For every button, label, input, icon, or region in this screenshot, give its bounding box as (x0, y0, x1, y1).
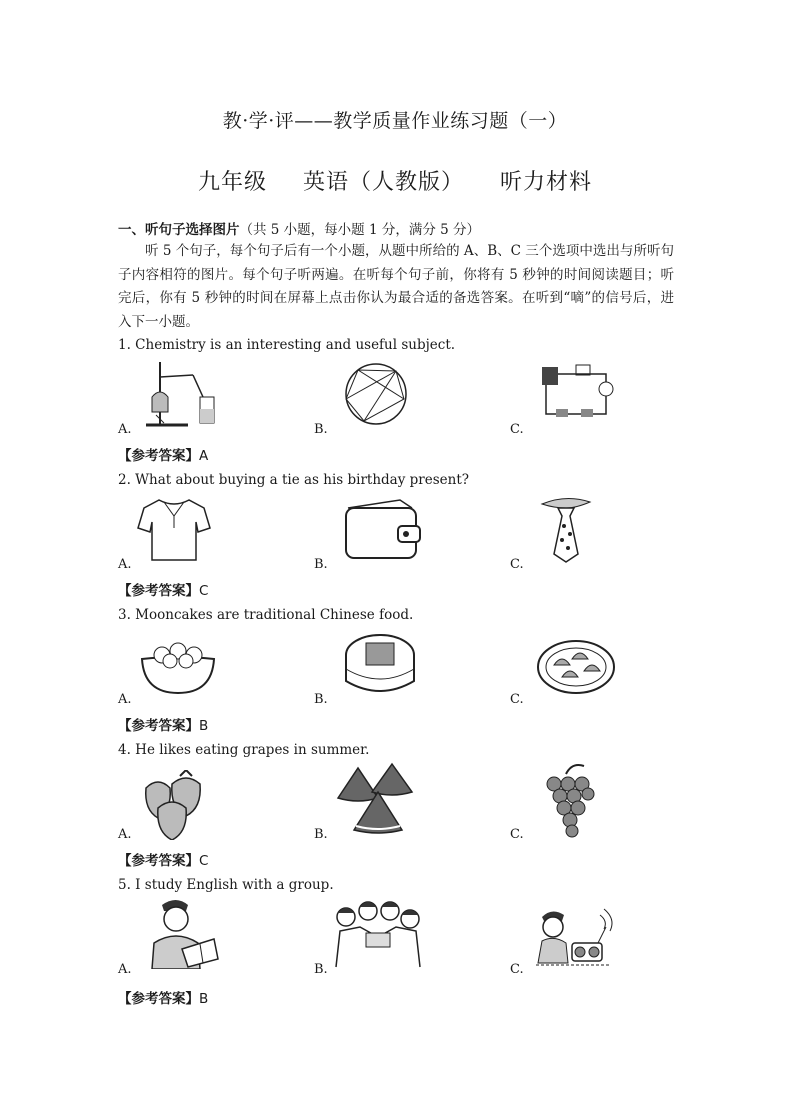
answer-4 (118, 849, 208, 869)
option-label: C. (510, 827, 524, 842)
document-title: 教·学·评——教学质量作业练习题（一） (222, 110, 568, 132)
option-label: A. (118, 422, 132, 437)
answer-3 (118, 714, 208, 734)
answer-prefix: 【参考答案】 (118, 853, 199, 869)
question-3 (118, 607, 674, 742)
boy-with-radio-icon (534, 897, 614, 969)
option-label: B. (314, 692, 328, 707)
wallet-icon (340, 494, 426, 564)
option-label: C. (510, 962, 524, 977)
option-label: C. (510, 422, 524, 437)
mooncake-icon (340, 629, 420, 699)
option-a[interactable] (118, 357, 298, 437)
group-study-icon (332, 897, 422, 969)
strawberries-icon (138, 770, 218, 840)
circuit-diagram-icon (536, 359, 616, 429)
question-text: 2. What about buying a tie as his birthday present? (118, 472, 470, 488)
geometry-circle-icon (336, 359, 416, 429)
option-a[interactable] (118, 762, 298, 842)
option-c[interactable] (510, 897, 690, 977)
option-b[interactable] (314, 627, 494, 707)
grapes-icon (536, 762, 606, 838)
option-c[interactable] (510, 627, 690, 707)
material-label: 听力材料 (500, 170, 593, 195)
option-label: A. (118, 827, 132, 842)
question-2 (118, 472, 674, 607)
answer-prefix: 【参考答案】 (118, 991, 199, 1007)
boy-reading-book-icon (142, 897, 222, 969)
question-4 (118, 742, 674, 877)
option-label: B. (314, 962, 328, 977)
section-meta: （共 5 小题，每小题 1 分，满分 5 分） (239, 222, 481, 238)
option-c[interactable] (510, 762, 690, 842)
answer-value: A (199, 448, 209, 464)
bowl-of-dumplings-icon (138, 631, 218, 701)
option-label: B. (314, 827, 328, 842)
option-label: C. (510, 692, 524, 707)
answer-5 (118, 987, 208, 1007)
question-text: 5. I study English with a group. (118, 877, 334, 893)
answer-value: B (199, 718, 209, 734)
question-5 (118, 877, 674, 1012)
question-1 (118, 337, 674, 472)
subject-label: 英语（人教版） (302, 170, 464, 195)
plate-of-dumplings-icon (534, 631, 620, 701)
question-text: 3. Mooncakes are traditional Chinese food. (118, 607, 414, 623)
answer-2 (118, 579, 208, 599)
polo-shirt-icon (134, 494, 214, 564)
option-a[interactable] (118, 627, 298, 707)
watermelon-slices-icon (334, 762, 424, 838)
option-a[interactable] (118, 492, 298, 572)
option-label: C. (510, 557, 524, 572)
option-label: A. (118, 692, 132, 707)
option-b[interactable] (314, 357, 494, 437)
grade-label: 九年级 (197, 170, 267, 195)
answer-prefix: 【参考答案】 (118, 448, 199, 464)
chemistry-apparatus-icon (138, 357, 238, 427)
answer-value: C (199, 583, 209, 599)
option-c[interactable] (510, 357, 690, 437)
answer-value: C (199, 853, 209, 869)
option-label: A. (118, 557, 132, 572)
option-b[interactable] (314, 897, 494, 977)
section-title: 一、听句子选择图片 (118, 222, 240, 238)
option-a[interactable] (118, 897, 298, 977)
answer-1 (118, 444, 208, 464)
document-subtitle (0, 165, 790, 196)
option-b[interactable] (314, 762, 494, 842)
option-label: B. (314, 557, 328, 572)
option-b[interactable] (314, 492, 494, 572)
answer-value: B (199, 991, 209, 1007)
section-heading (118, 218, 480, 238)
answer-prefix: 【参考答案】 (118, 718, 199, 734)
tie-icon (536, 494, 596, 564)
option-c[interactable] (510, 492, 690, 572)
section-instructions: 听 5 个句子，每个句子后有一个小题，从题中所给的 A、B、C 三个选项中选出与所听句子内容相符的图片。每个句子听两遍。在听每个句子前，你将有 5 秒钟的时间阅读题目；听完后，你有 5 秒钟的时间在屏幕上点击你认为最合适的备选答案。在听到“嘀”的信号后，进入下一小题。 (118, 243, 674, 330)
option-label: B. (314, 422, 328, 437)
answer-prefix: 【参考答案】 (118, 583, 199, 599)
question-text: 1. Chemistry is an interesting and useful subject. (118, 337, 456, 353)
question-text: 4. He likes eating grapes in summer. (118, 742, 370, 758)
option-label: A. (118, 962, 132, 977)
